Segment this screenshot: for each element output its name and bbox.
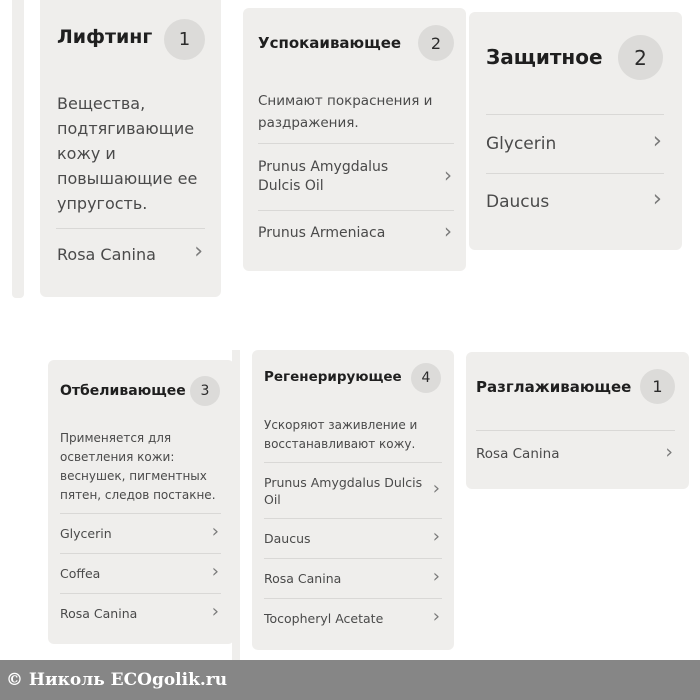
ingredient-item[interactable] [486, 114, 664, 173]
ingredient-label: Daucus [264, 531, 311, 546]
card-title: Разглаживающее [476, 378, 632, 396]
category-card-protective [469, 12, 682, 250]
card-title: Регенерирующее [264, 369, 402, 385]
ingredient-label: Glycerin [60, 526, 112, 541]
ingredient-item[interactable] [258, 143, 454, 210]
ingredient-item[interactable] [264, 558, 442, 598]
ingredient-item[interactable] [264, 462, 442, 518]
card-title: Защитное [486, 45, 603, 69]
card-title: Лифтинг [57, 26, 153, 48]
left-edge-strip [12, 0, 24, 298]
chevron-right-icon: › [432, 526, 440, 547]
count-badge: 1 [164, 19, 205, 60]
card-description: Снимают покраснения и раздражения. [258, 93, 433, 131]
ingredient-label: Prunus Armeniaca [258, 225, 386, 241]
ingredient-item[interactable] [264, 598, 442, 638]
category-card-whitening [48, 360, 234, 644]
chevron-right-icon: › [665, 441, 673, 463]
ingredient-label: Rosa Canina [57, 245, 156, 264]
card-title: Отбеливающее [60, 383, 186, 399]
card-description: Ускоряют заживление и восстанавливают кожу. [264, 418, 418, 451]
count-badge: 3 [190, 376, 220, 406]
ingredient-item[interactable] [264, 518, 442, 558]
ingredient-label: Glycerin [486, 134, 557, 154]
chevron-right-icon: › [211, 521, 219, 542]
ingredient-label: Rosa Canina [264, 571, 342, 586]
ingredient-label: Daucus [486, 192, 550, 212]
card-description: Вещества, подтягивающие кожу и повышающие ее упругость. [57, 94, 198, 213]
ingredient-item[interactable] [60, 553, 221, 593]
count-badge: 2 [418, 25, 454, 61]
chevron-right-icon: › [432, 478, 440, 499]
ingredient-label: Prunus Amygdalus Dulcis Oil [264, 475, 423, 507]
chevron-right-icon: › [652, 128, 662, 154]
category-card-lifting [40, 0, 221, 297]
chevron-right-icon: › [444, 163, 452, 187]
watermark-footer [0, 660, 700, 700]
card-title: Успокаивающее [258, 34, 402, 52]
chevron-right-icon: › [211, 561, 219, 582]
ingredient-label: Rosa Canina [476, 446, 560, 462]
category-card-soothing [243, 8, 466, 271]
ingredient-label: Tocopheryl Acetate [264, 611, 384, 626]
chevron-right-icon: › [444, 219, 452, 243]
chevron-right-icon: › [432, 566, 440, 587]
ingredient-label: Coffea [60, 566, 101, 581]
ingredient-label: Rosa Canina [60, 606, 138, 621]
ingredient-item[interactable] [56, 228, 205, 280]
watermark-text: © Николь ECOgolik.ru [6, 670, 228, 690]
card-description: Применяется для осветления кожи: веснушек, пигментных пятен, следов постакне. [60, 431, 216, 502]
ingredient-item[interactable] [486, 173, 664, 232]
category-card-smoothing [466, 352, 689, 489]
chevron-right-icon: › [194, 239, 203, 264]
chevron-right-icon: › [652, 186, 662, 212]
chevron-right-icon: › [211, 601, 219, 622]
chevron-right-icon: › [432, 606, 440, 627]
ingredient-label: Prunus Amygdalus Dulcis Oil [258, 159, 389, 194]
category-card-regenerating [252, 350, 454, 650]
count-badge: 1 [640, 369, 675, 404]
ingredient-item[interactable] [258, 210, 454, 260]
ingredient-item[interactable] [60, 513, 221, 553]
ingredient-item[interactable] [476, 430, 675, 475]
count-badge: 2 [618, 35, 663, 80]
count-badge: 4 [411, 363, 441, 393]
ingredient-item[interactable] [60, 593, 221, 633]
